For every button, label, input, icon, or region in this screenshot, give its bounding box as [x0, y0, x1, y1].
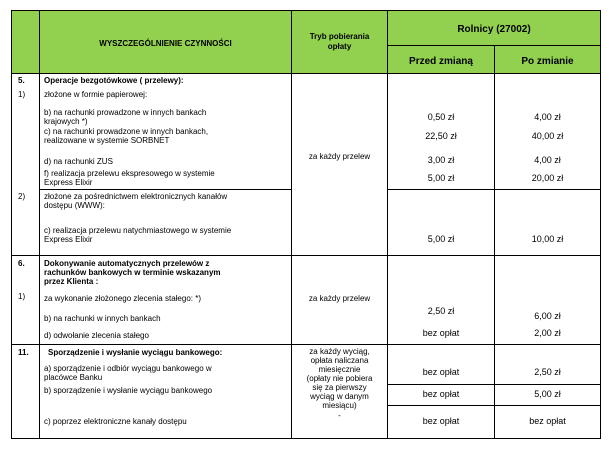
- description-cell: [40, 256, 292, 345]
- divider: [40, 189, 291, 190]
- item-text: f) realizacja przelewu ekspresowego w systemie: [44, 169, 215, 178]
- fee-mode: miesięcznie: [318, 365, 361, 374]
- header-after: Po zmianie: [495, 46, 601, 74]
- item-text: Express Elixir: [44, 178, 93, 187]
- item-text: d) na rachunki ZUS: [44, 157, 113, 166]
- divider: [388, 405, 494, 406]
- section-title: Operacje bezgotówkowe ( przelewy):: [44, 76, 184, 85]
- table-row: [12, 345, 601, 439]
- sub-number: 1): [18, 90, 26, 99]
- fee-mode: za każdy przelew: [308, 152, 371, 161]
- section-number-cell: [12, 345, 40, 439]
- sub-title: dostępu (WWW):: [44, 201, 105, 210]
- item-text: Express Elixir: [44, 235, 93, 244]
- section-title: Sporządzenie i wysłanie wyciągu bankowego:: [48, 348, 223, 357]
- divider: [495, 189, 600, 190]
- sub-title: za wykonanie złożonego zlecenia stałego: *): [44, 294, 201, 303]
- table-row: [12, 74, 601, 256]
- fee-value: 6,00 zł: [534, 311, 561, 321]
- fee-value: bez opłat: [422, 367, 460, 377]
- item-text: c) realizacja przelewu natychmiastowego w systemie: [44, 226, 232, 235]
- section-number: 11.: [18, 348, 29, 357]
- item-text: b) sporządzenie i wysłanie wyciągu bankowego: [44, 386, 213, 395]
- divider: [495, 384, 600, 385]
- sub-number: 1): [18, 292, 26, 301]
- item-text: b) na rachunki prowadzone w innych bankach: [44, 108, 207, 117]
- fee-table: [11, 10, 601, 439]
- item-text: c) na rachunki prowadzone w innych bankach,: [44, 127, 209, 136]
- fee-value: 4,00 zł: [534, 112, 561, 122]
- header-description: WYSZCZEGÓLNIENIE CZYNNOŚCI: [40, 11, 292, 74]
- item-text: placówce Banku: [44, 373, 103, 382]
- fee-value: 2,00 zł: [534, 328, 561, 338]
- header-group: Rolnicy (27002): [388, 11, 601, 46]
- section-number: 5.: [18, 76, 25, 85]
- fee-value: 4,00 zł: [534, 155, 561, 165]
- header-before: Przed zmianą: [388, 46, 495, 74]
- fee-value: 10,00 zł: [531, 234, 564, 244]
- fee-value: bez opłat: [422, 389, 460, 399]
- fee-mode: miesiącu): [322, 401, 357, 410]
- fee-value: 40,00 zł: [531, 131, 564, 141]
- after-values-cell: [495, 74, 601, 256]
- fee-value: 22,50 zł: [425, 131, 457, 141]
- section-title: Dokonywanie automatycznych przelewów z: [44, 259, 210, 268]
- divider: [388, 384, 494, 385]
- fee-mode: za każdy przelew: [308, 294, 371, 303]
- fee-table-page: [11, 10, 600, 436]
- header-empty-cell: [12, 11, 40, 74]
- section-number: 6.: [18, 259, 25, 268]
- sub-title: złożone za pośrednictwem elektronicznych kanałów: [44, 192, 228, 201]
- section-number-cell: [12, 74, 40, 256]
- fee-value: 0,50 zł: [427, 112, 455, 122]
- fee-value: 3,00 zł: [427, 155, 455, 165]
- fee-mode-cell: [292, 345, 388, 439]
- fee-mode: (opłaty nie pobiera: [306, 374, 373, 383]
- before-values-cell: [388, 345, 495, 439]
- table-row: [12, 256, 601, 345]
- fee-value: bez opłat: [422, 328, 460, 338]
- fee-mode-cell: [292, 256, 388, 345]
- divider: [495, 405, 600, 406]
- item-text: b) na rachunki w innych bankach: [44, 314, 161, 323]
- sub-title: złożone w formie papierowej:: [44, 90, 148, 99]
- item-text: a) sporządzenie i odbiór wyciągu bankowego w: [44, 364, 212, 373]
- fee-mode: za każdy wyciąg,: [309, 347, 370, 356]
- fee-value: 20,00 zł: [531, 173, 564, 183]
- section-title: przez Klienta :: [44, 277, 99, 286]
- section-title: rachunków bankowych w terminie wskazanym: [44, 268, 221, 277]
- after-values-cell: [495, 345, 601, 439]
- after-values-cell: [495, 256, 601, 345]
- fee-value: 5,00 zł: [534, 389, 561, 399]
- fee-value: 5,00 zł: [427, 234, 455, 244]
- fee-mode: -: [338, 411, 341, 420]
- description-cell: [40, 74, 292, 256]
- item-text: realizowane w systemie SORBNET: [44, 136, 170, 145]
- fee-value: 5,00 zł: [427, 173, 455, 183]
- sub-number: 2): [18, 192, 26, 201]
- fee-value: bez opłat: [529, 416, 566, 426]
- item-text: d) odwołanie zlecenia stałego: [44, 331, 149, 340]
- fee-mode: opłata naliczana: [310, 356, 369, 365]
- fee-mode: się za pierwszy: [312, 383, 367, 392]
- item-text: krajowych *): [44, 117, 88, 126]
- header-fee-mode: Tryb pobierania opłaty: [292, 11, 388, 74]
- description-cell: [40, 345, 292, 439]
- divider: [388, 189, 494, 190]
- fee-value: 2,50 zł: [427, 306, 455, 316]
- section-number-cell: [12, 256, 40, 345]
- before-values-cell: [388, 74, 495, 256]
- fee-mode-cell: [292, 74, 388, 256]
- fee-value: 2,50 zł: [534, 367, 561, 377]
- fee-mode: wyciąg w danym: [310, 392, 369, 401]
- before-values-cell: [388, 256, 495, 345]
- fee-value: bez opłat: [422, 416, 460, 426]
- item-text: c) poprzez elektroniczne kanały dostępu: [44, 417, 187, 426]
